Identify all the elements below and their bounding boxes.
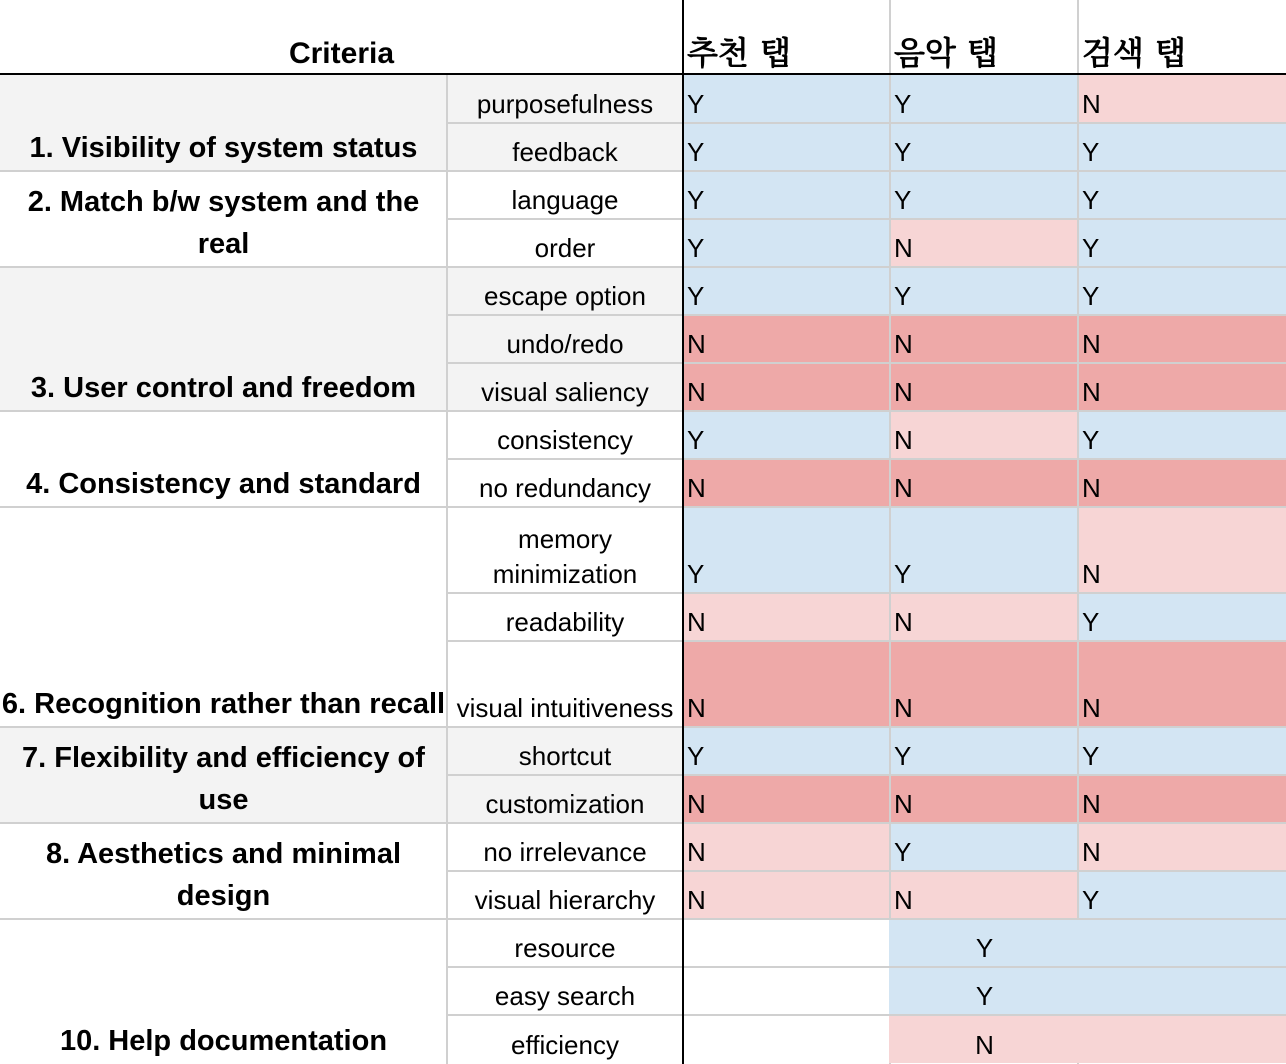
category-label: 3. User control and freedom xyxy=(0,267,447,411)
subcriterion-cell: shortcut xyxy=(447,727,683,775)
subcriterion-cell: undo/redo xyxy=(447,315,683,363)
col-divider xyxy=(889,0,891,1064)
subcriterion-cell: visual intuitiveness xyxy=(447,641,683,727)
value-cell: N xyxy=(890,593,1078,641)
value-cell: N xyxy=(683,593,890,641)
merged-value-cell: Y xyxy=(975,933,994,963)
value-cell: N xyxy=(683,363,890,411)
value-cell: Y xyxy=(1078,123,1286,171)
subcriterion-cell: customization xyxy=(447,775,683,823)
subcriterion-cell: language xyxy=(447,171,683,219)
category-divider xyxy=(0,822,1286,824)
subcriterion-cell: no redundancy xyxy=(447,459,683,507)
value-cell: Y xyxy=(890,823,1078,871)
row-divider xyxy=(447,362,1286,364)
subcriterion-cell: easy search xyxy=(447,967,683,1015)
value-cell: N xyxy=(683,315,890,363)
value-cell: Y xyxy=(1078,727,1286,775)
subcriterion-cell: resource xyxy=(447,919,683,967)
value-cell: N xyxy=(1078,75,1286,123)
category-label: 4. Consistency and standard xyxy=(0,411,447,507)
row-divider xyxy=(447,640,1286,642)
category-label: 1. Visibility of system status xyxy=(0,75,447,171)
value-cell: Y xyxy=(1078,171,1286,219)
subcriterion-cell: purposefulness xyxy=(447,75,683,123)
value-cell: N xyxy=(683,823,890,871)
value-cell: N xyxy=(1078,363,1286,411)
value-cell: Y xyxy=(1078,871,1286,919)
value-cell: Y xyxy=(890,507,1078,593)
col-divider xyxy=(1077,0,1079,1064)
value-cell: N xyxy=(683,871,890,919)
subcriterion-cell: no irrelevance xyxy=(447,823,683,871)
subcriterion-cell: order xyxy=(447,219,683,267)
value-cell: Y xyxy=(1078,219,1286,267)
category-divider xyxy=(0,726,1286,728)
value-cell: Y xyxy=(683,507,890,593)
subcriterion-cell: efficiency xyxy=(447,1015,683,1064)
row-divider xyxy=(447,458,1286,460)
value-cell: N xyxy=(683,459,890,507)
row-divider xyxy=(447,592,1286,594)
value-cell: Y xyxy=(683,411,890,459)
value-cell: N xyxy=(890,775,1078,823)
value-cell: Y xyxy=(890,727,1078,775)
value-cell: Y xyxy=(683,267,890,315)
value-cell: Y xyxy=(890,123,1078,171)
value-area-rule xyxy=(682,0,684,1064)
value-cell: N xyxy=(890,219,1078,267)
subcriterion-cell: memory minimization xyxy=(447,507,683,593)
subcriterion-cell: visual saliency xyxy=(447,363,683,411)
category-divider xyxy=(0,506,1286,508)
value-cell: N xyxy=(683,775,890,823)
criteria-header: Criteria xyxy=(288,37,395,70)
header-rule xyxy=(0,73,1286,75)
tab-header-1[interactable]: 추천 탭 xyxy=(687,34,791,72)
merged-value-cell: Y xyxy=(975,981,994,1011)
category-label: 7. Flexibility and efficiency of use xyxy=(0,727,447,823)
subcriterion-cell: consistency xyxy=(447,411,683,459)
row-divider xyxy=(447,314,1286,316)
value-cell: Y xyxy=(683,75,890,123)
value-cell: N xyxy=(1078,641,1286,727)
value-cell: N xyxy=(890,411,1078,459)
subcriterion-cell: feedback xyxy=(447,123,683,171)
value-cell: N xyxy=(890,871,1078,919)
category-divider xyxy=(0,266,1286,268)
value-cell: N xyxy=(1078,315,1286,363)
tab-header-2[interactable]: 음악 탭 xyxy=(894,34,998,72)
value-cell: Y xyxy=(1078,267,1286,315)
category-label: 8. Aesthetics and minimal design xyxy=(0,823,447,919)
merged-value-cell: N xyxy=(975,1030,994,1060)
col-divider xyxy=(446,75,448,1064)
value-cell: Y xyxy=(683,727,890,775)
row-divider xyxy=(447,774,1286,776)
subcriterion-cell: visual hierarchy xyxy=(447,871,683,919)
value-cell: Y xyxy=(890,267,1078,315)
value-cell: Y xyxy=(683,123,890,171)
category-label: 6. Recognition rather than recall xyxy=(0,507,447,727)
value-cell: Y xyxy=(1078,411,1286,459)
subcriterion-cell: escape option xyxy=(447,267,683,315)
value-cell: Y xyxy=(890,171,1078,219)
value-cell: Y xyxy=(890,75,1078,123)
value-cell: N xyxy=(1078,459,1286,507)
row-divider xyxy=(447,122,1286,124)
value-cell: Y xyxy=(683,219,890,267)
row-divider xyxy=(447,870,1286,872)
value-cell: N xyxy=(683,641,890,727)
value-cell: Y xyxy=(683,171,890,219)
value-cell: N xyxy=(890,641,1078,727)
row-divider xyxy=(447,218,1286,220)
value-cell: N xyxy=(890,459,1078,507)
value-cell: N xyxy=(1078,823,1286,871)
category-divider xyxy=(0,170,1286,172)
category-divider xyxy=(0,410,1286,412)
value-cell: N xyxy=(1078,507,1286,593)
tab-header-3[interactable]: 검색 탭 xyxy=(1082,34,1186,72)
value-cell: N xyxy=(1078,775,1286,823)
value-cell: Y xyxy=(1078,593,1286,641)
value-cell: N xyxy=(890,363,1078,411)
category-label: 2. Match b/w system and the real xyxy=(0,171,447,267)
subcriterion-cell: readability xyxy=(447,593,683,641)
category-label: 10. Help documentation xyxy=(0,919,447,1064)
value-cell: N xyxy=(890,315,1078,363)
